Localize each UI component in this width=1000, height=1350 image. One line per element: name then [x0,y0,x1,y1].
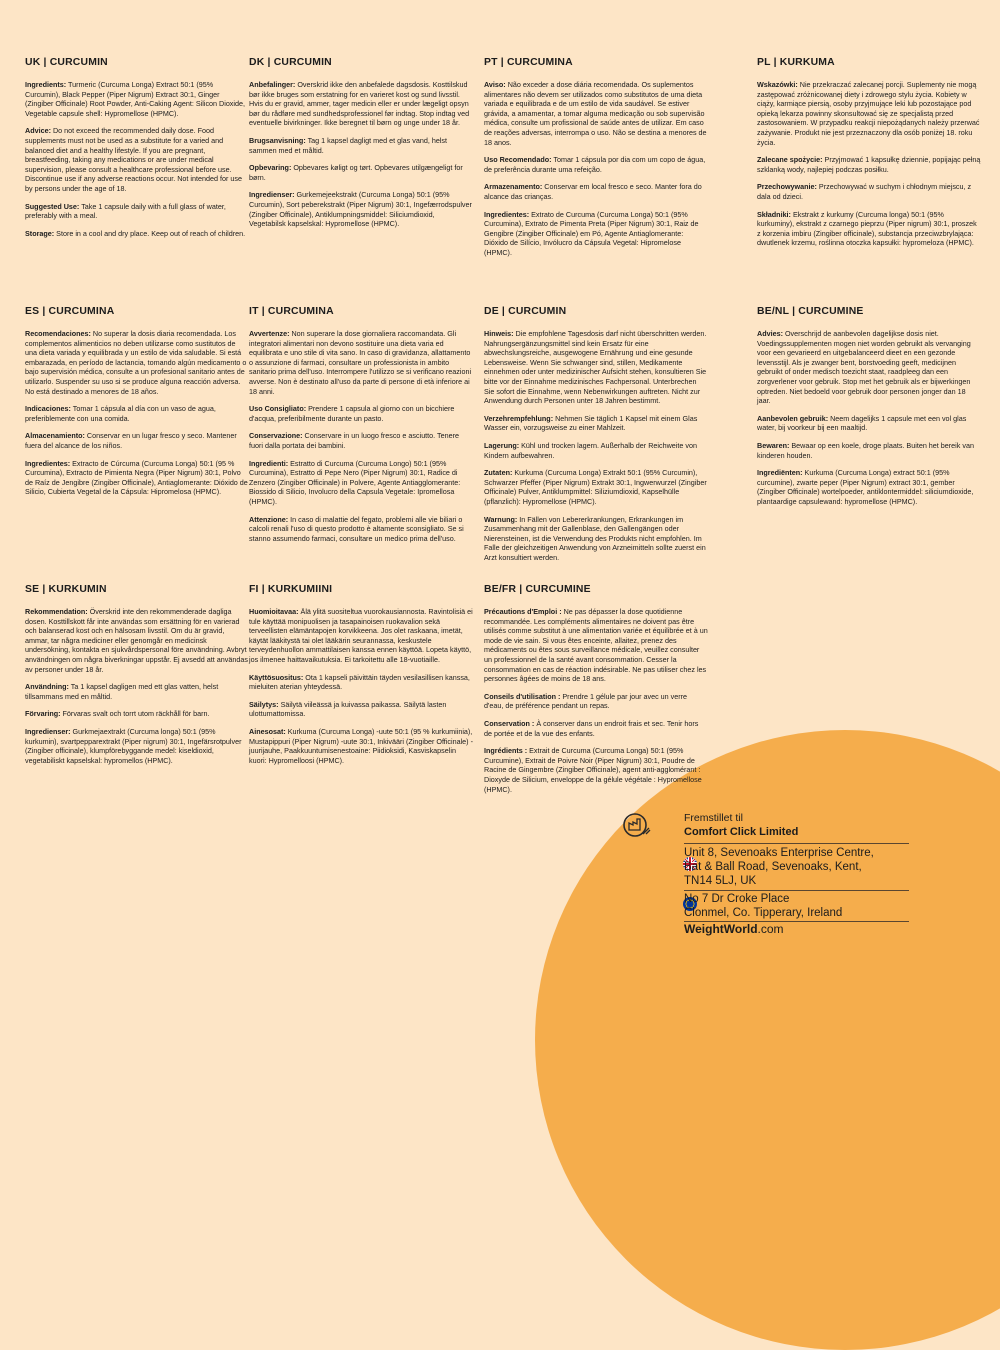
section-paragraph [484,210,708,258]
company-name: Comfort Click Limited [684,826,799,838]
paragraph-text: Store in a cool and dry place. Keep out of reach of children. [54,228,246,238]
paragraph-text: Ta 1 kapsel dagligen med ett glas vatten, helst tillsammans med en måltid. [25,682,219,701]
paragraph-text: Neem dagelijks 1 capsule met een vol glas water, bij voorkeur bij een maaltijd. [757,413,967,433]
dk-section [249,57,473,237]
section-paragraph [757,182,981,201]
paragraph-text: À conserver dans un endroit frais et sec. Tenir hors de portée et de la vue des enfants. [484,718,699,738]
section-paragraph [757,441,981,460]
paragraph-text: Prendre 1 gélule par jour avec un verre d'eau, de préférence pendant un repas. [484,691,688,711]
section-paragraph [484,692,708,711]
paragraph-label: Verzehrempfehlung: [484,413,554,423]
section-paragraph [484,746,708,794]
section-paragraph [249,329,473,396]
ireland-address [684,892,842,920]
pt-section [484,57,708,266]
paragraph-text: Conservare in un luogo fresco e asciutto. Tenere fuori dalla portata dei bambini. [249,431,460,450]
paragraph-label: Advice: [25,126,51,136]
paragraph-label: Ingredientes: [484,209,530,219]
section-title: ES | CURCUMINA [25,306,115,317]
paragraph-label: Säilytys: [249,699,279,709]
section-paragraph [249,80,473,128]
paragraph-label: Ingrediënten: [757,468,803,478]
paragraph-text: Säilytä viileässä ja kuivassa paikassa. Säilytä lasten ulottumattomissa. [249,699,447,719]
paragraph-label: Rekommendation: [25,607,88,616]
divider [684,890,909,891]
section-paragraph [757,155,981,174]
paragraph-label: Składniki: [757,209,791,219]
paragraph-label: Brugsanvisning: [249,135,306,145]
section-paragraph [249,190,473,228]
be-fr-section [484,584,708,802]
paragraph-text: Do not exceed the recommended daily dose. Food supplements must not be used as a substitute for a varied and balanced diet and a healthy lifestyle. If you are pregnant, breastfeeding, taking any medications or are under medical supervision, please consult a healthcare professional before use. Discontinue use if any adverse reactions occur. Not intended for use by persons under the age of 18. [25,126,242,193]
section-paragraph [249,607,473,665]
paragraph-text: Tomar 1 cápsula por dia com um copo de água, de preferência durante uma refeição. [484,155,706,174]
section-paragraph [484,182,708,201]
section-paragraph [25,727,249,765]
section-paragraph [25,404,249,423]
paragraph-label: Conseils d'utilisation : [484,691,561,701]
paragraph-text: Kurkuma (Curcuma Longa) Extrakt 50:1 (95% Curcumin), Schwarzer Pfeffer (Piper Nigrum) Extrakt 30:1, Ingwerwurzel (Zingiber Officinale) Pulver, Antiklumpmittel: Siliziumdioxid, Kapselhülle (pflanzlich): Hypromellose (HPMC). [484,468,707,506]
brand-name: WeightWorld [684,922,758,936]
paragraph-label: Ingredients: [25,80,67,89]
paragraph-text: Kurkuma (Curcuma Longa) extract 50:1 (95% curcumine), zwarte peper (Piper Nigrum) extract 30:1, gember (Zingiber Officinale) wortelpoeder, antiklontermiddel: siliciumdioxide, plantaardige capsulewand: hypromellose (HPMC). [757,468,974,506]
paragraph-label: Aviso: [484,80,506,89]
paragraph-label: Advies: [757,329,783,338]
paragraph-label: Almacenamiento: [25,431,85,441]
uk-address-line-1: Unit 8, Sevenoaks Enterprise Centre, [684,847,874,859]
section-paragraph [249,515,473,544]
divider [684,843,909,844]
section-paragraph [757,329,981,406]
paragraph-text: Overschrijd de aanbevolen dagelijkse dosis niet. Voedingssupplementen mogen niet worden gebruikt als vervanging voor een gevarieerd en uitgebalanceerd dieet en een gezonde levensstijl. Als je zwanger bent, borstvoeding geeft, medicijnen gebruikt of onder medisch toezicht staat, raadpleeg dan een zorgverlener voor gebruik. Stop met het gebruik als er bijwerkingen optreden. Niet bedoeld voor gebruik door personen jonger dan 18 jaar. [757,329,971,406]
be-nl-section [757,306,981,515]
section-paragraph [484,155,708,174]
de-section [484,306,708,570]
paragraph-label: Opbevaring: [249,163,292,173]
paragraph-label: Ingredientes: [25,458,71,468]
paragraph-label: Conservazione: [249,431,303,441]
paragraph-label: Ingredienti: [249,458,289,468]
paragraph-text: Gurkemejeekstrakt (Curcuma Longa) 50:1 (95% Curcumin), Sort peberekstrakt (Piper Nigrum) 30:1, Ingefærrodspulver (Zingiber Officinale), Antiklumpningsmiddel: Siliciumdioxid, Vegetabilsk kapselskal: Hypromellose (HPMC). [249,190,472,229]
paragraph-text: Överskrid inte den rekommenderade dagliga dosen. Kosttillskott får inte användas som ersättning för en varierad och balanserad kost och en hälsosam livsstil. Om du är gravid, ammar, tar några mediciner eller genomgår en medicinsk undersökning, kontakta en sjukvårdspersonal före användning. Avbryt användningen om några biverkningar uppstår. Ej avsedd att användas av personer under 18 år. [25,607,248,674]
se-section [25,584,249,773]
paragraph-label: Zalecane spożycie: [757,155,823,165]
paragraph-text: Opbevares køligt og tørt. Opbevares utilgængeligt for børn. [249,163,463,182]
ireland-address-line-1: No 7 Dr Croke Place [684,893,790,905]
section-title: DE | CURCUMIN [484,306,567,317]
section-title: DK | CURCUMIN [249,57,332,68]
factory-icon [622,812,652,838]
section-paragraph [25,431,249,450]
section-title: IT | CURCUMINA [249,306,334,317]
section-paragraph [484,719,708,738]
section-paragraph [249,136,473,155]
section-paragraph [25,229,249,239]
paragraph-label: Wskazówki: [757,80,798,89]
paragraph-label: Hinweis: [484,329,514,338]
paragraph-label: Ingrédients : [484,746,528,756]
section-paragraph [484,515,708,563]
paragraph-label: Conservation : [484,718,535,728]
section-paragraph [484,441,708,460]
paragraph-text: Take 1 capsule daily with a full glass of water, preferably with a meal. [25,201,226,221]
section-title: BE/NL | CURCUMINE [757,306,864,317]
paragraph-label: Ingredienser: [25,726,71,736]
es-section [25,306,249,505]
section-paragraph [25,202,249,221]
paragraph-text: Ota 1 kapseli päivittäin täyden vesilasillisen kanssa, mieluiten aterian yhteydessä. [249,672,470,692]
paragraph-text: Conservar em local fresco e seco. Manter fora do alcance das crianças. [484,182,702,201]
paragraph-label: Armazenamento: [484,182,543,192]
uk-address-line-3: TN14 5LJ, UK [684,875,757,887]
section-paragraph [484,607,708,684]
paragraph-text: Conservar en un lugar fresco y seco. Mantener fuera del alcance de los niños. [25,431,237,450]
paragraph-text: Nehmen Sie täglich 1 Kapsel mit einem Glas Wasser ein, vorzugsweise zu einer Mahlzeit. [484,413,698,433]
paragraph-text: Extrait de Curcuma (Curcuma Longa) 50:1 (95% Curcumine), Extrait de Poivre Noir (Piper Nigrum) 30:1, Poudre de Racine de Gingembre (Zingiber Officinale), agent anti-agglomérant : Dioxyde de Silicium, enveloppe de la gélule végétale : Hypromellose (HPMC). [484,746,702,794]
section-paragraph [249,431,473,450]
paragraph-text: Tomar 1 cápsula al día con un vaso de agua, preferiblemente con una comida. [25,404,216,423]
brand-website [684,922,784,936]
paragraph-text: Älä ylitä suositeltua vuorokausiannosta. Ravintolisiä ei tule käyttää monipuolisen ja tasapainoisen ruokavalion sekä terveellisten elämäntapojen korvikkeena. Jos olet raskaana, imetät, käytät lääkitystä tai olet lääkärin seurannassa, keskustele terveydenhuollon ammattilaisen kanssa ennen käyttöä. Lopeta käyttö, jos ilmenee haittavaikutuksia. Ei tarkoitettu alle 18-vuotiaille. [249,607,473,664]
paragraph-label: Zutaten: [484,468,513,478]
section-paragraph [25,607,249,674]
paragraph-label: Uso Recomendado: [484,155,552,165]
paragraph-label: Käyttösuositus: [249,672,304,682]
made-for-label: Fremstillet til [684,812,743,824]
section-paragraph [249,727,473,765]
paragraph-label: Suggested Use: [25,201,80,211]
paragraph-text: Gurkmejaextrakt (Curcuma longa) 50:1 (95% kurkumin), svartpepparextrakt (Piper nigrum) 30:1, Ingefärsrotpulver (Zingiber officinale), klumpförebyggande medel: kiseldioxid, vegetabiliskt kapselskal: hypromellos (HPMC). [25,726,242,765]
paragraph-text: No superar la dosis diaria recomendada. Los complementos alimenticios no deben utilizarse como sustitutos de una dieta variada y equilibrada y un estilo de vida saludable. Si está embarazada, en período de lactancia, tomando algún medicamento o bajo supervisión médica, consulte a un profesional sanitario antes de utilizarlo. Suspender su uso si se produce alguna reacción adversa. No está destinado a menores de 18 años. [25,329,247,396]
section-paragraph [249,673,473,692]
paragraph-text: Kühl und trocken lagern. Außerhalb der Reichweite von Kindern aufbewahren. [484,440,697,460]
it-section [249,306,473,551]
paragraph-label: Aanbevolen gebruik: [757,413,829,423]
section-paragraph [25,709,249,719]
section-paragraph [757,80,981,147]
paragraph-text: Estratto di Curcuma (Curcuma Longo) 50:1 (95% Curcumina), Estratto di Pepe Nero (Piper Nigrum) 30:1, Radice di Zenzero (Zingiber Officinale) in Polvere, Agente Antiagglomerante: Biossido di Silicio, Involucro della Capsula Vegetale: Ipromellosa (HPMC). [249,458,461,506]
paragraph-text: Bewaar op een koele, droge plaats. Buiten het bereik van kinderen houden. [757,440,974,460]
section-paragraph [25,459,249,497]
paragraph-text: Não exceder a dose diária recomendada. Os suplementos alimentares não devem ser utilizados como substitutos de uma dieta variada e equilibrada e de um estilo de vida saudável. Se estiver grávida, a amamentar, a tomar alguma medicação ou sob supervisão médica, consulte um profissional de saúde antes de utilizar. Em caso de reações adversas, interrompa o uso. Não se destina a menores de 18 anos. [484,80,707,147]
ireland-address-line-2: Clonmel, Co. Tipperary, Ireland [684,907,843,919]
paragraph-text: Tag 1 kapsel dagligt med et glas vand, helst sammen med et måltid. [249,135,448,155]
paragraph-text: Prendere 1 capsula al giorno con un bicchiere d'acqua, preferibilmente durante un pasto. [249,404,455,423]
paragraph-label: Bewaren: [757,440,790,450]
section-paragraph [757,210,981,248]
paragraph-text: Przechowywać w suchym i chłodnym miejscu, z dala od dzieci. [757,182,972,201]
section-paragraph [25,682,249,701]
paragraph-text: Die empfohlene Tagesdosis darf nicht überschritten werden. Nahrungsergänzungsmittel sind kein Ersatz für eine abwechslungsreiche, ausgewogene Ernährung und eine gesunde Lebensweise. Wenn Sie schwanger sind, stillen, Medikamente einnehmen oder unter medizinischer Aufsicht stehen, konsultieren Sie bitte vor der Einnahme medizinisches Fachpersonal. Unterbrechen Sie sofort die Einnahme, wenn Nebenwirkungen auftreten. Nicht zur Anwendung durch Personen unter 18 Jahren bestimmt. [484,329,707,406]
section-paragraph [757,414,981,433]
paragraph-label: Förvaring: [25,709,61,719]
paragraph-label: Przechowywanie: [757,182,817,192]
paragraph-label: Warnung: [484,514,518,524]
decorative-circle [535,730,1000,1350]
paragraph-label: Ainesosat: [249,726,286,736]
paragraph-text: Turmeric (Curcuma Longa) Extract 50:1 (95% Curcumin), Black Pepper (Piper Nigrum) Extract 30:1, Ginger (Zingiber Officinale) Root Powder, Anti-Caking Agent: Silicon Dioxide, Vegetable capsule shell: Hypromellose (HPMC). [25,80,245,118]
section-paragraph [25,126,249,193]
fi-section [249,584,473,773]
paragraph-label: Recomendaciones: [25,329,91,338]
section-paragraph [249,459,473,507]
paragraph-label: Huomioitavaa: [249,607,299,616]
section-title: UK | CURCUMIN [25,57,108,68]
section-paragraph [484,414,708,433]
paragraph-label: Ingredienser: [249,190,295,200]
section-title: FI | KURKUMIINI [249,584,333,595]
paragraph-text: In Fällen von Lebererkrankungen, Erkrankungen im Zusammenhang mit der Gallenblase, den Gallengängen oder Nierensteinen, ist die Verwendung des Produkts nicht empfohlen. Im Falle der gleichzeitigen Anwendung von Arzneimitteln sollte zuerst ein Arzt konsultiert werden. [484,514,706,562]
section-paragraph [757,468,981,506]
paragraph-text: Nie przekraczać zalecanej porcji. Suplementy nie mogą zastępować zróżnicowanej diety i zdrowego stylu życia. Kobiety w ciąży, karmiące piersią, osoby przyjmujące leki lub pozostające pod opieką lekarza powinny skonsultować się ze specjalistą przed zastosowaniem. W przypadku reakcji niepożądanych należy przerwać zażywanie. Produkt nie jest przeznaczony dla osób poniżej 18. roku życia. [757,80,980,147]
section-paragraph [484,80,708,147]
paragraph-label: Användning: [25,682,69,692]
section-paragraph [25,80,249,118]
paragraph-label: Attenzione: [249,514,289,524]
paragraph-text: Förvaras svalt och torrt utom räckhåll för barn. [60,709,210,719]
paragraph-text: Kurkuma (Curcuma Longa) -uute 50:1 (95 % kurkumiinia), Mustapippuri (Piper Nigrum) -uute 30:1, Inkivääri (Zingiber Officinale) -juurijauhe, Paakkuuntumisenestoaine: Piidioksidi, Kasviskapselin kuori: Hypromelloosi (HPMC). [249,726,473,765]
paragraph-label: Précautions d'Emploi : [484,607,562,616]
section-title: PT | CURCUMINA [484,57,573,68]
paragraph-label: Lagerung: [484,440,520,450]
section-paragraph [249,404,473,423]
uk-address [684,846,874,888]
paragraph-text: Non superare la dose giornaliera raccomandata. Gli integratori alimentari non devono sostituire una dieta varia ed equilibrata e uno stile di vita sano. In caso di gravidanza, allattamento o assunzione di farmaci, consultare un professionista in ambito sanitario prima dell'uso. Interrompere l'utilizzo se si verificano reazioni avverse. Non è destinato all'uso da parte di persone di età inferiore ai 18 anni. [249,329,472,396]
uk-address-line-2: Bat & Ball Road, Sevenoaks, Kent, [684,861,862,873]
paragraph-text: In caso di malattie del fegato, problemi alle vie biliari o calcoli renali l'uso di questo prodotto è altamente sconsigliato. Se si stanno assumendo farmaci, consultare un medico prima dell'uso. [249,514,464,543]
section-title: BE/FR | CURCUMINE [484,584,591,595]
section-paragraph [484,329,708,406]
brand-domain: .com [757,922,784,936]
paragraph-label: Storage: [25,228,55,238]
paragraph-text: Extracto de Cúrcuma (Curcuma Longa) 50:1 (95 % Curcumina), Extracto de Pimienta Negra (Piper Nigrum) 30:1, Polvo de Raíz de Jengibre (Zingiber Officinale), Antiaglomerante: Dióxido de Silicio, Cubierta Vegetal de la Cápsula: Hipromelosa (HPMC). [25,458,248,497]
paragraph-label: Uso Consigliato: [249,404,307,414]
section-title: SE | KURKUMIN [25,584,107,595]
paragraph-label: Anbefalinger: [249,80,296,89]
uk-section [25,57,249,246]
section-paragraph [249,700,473,719]
section-paragraph [249,163,473,182]
paragraph-text: Przyjmować 1 kapsułkę dziennie, popijając pełną szklanką wody, najlepiej podczas posiłku. [757,155,981,174]
section-paragraph [25,329,249,396]
section-paragraph [484,468,708,506]
paragraph-text: Ekstrakt z kurkumy (Curcuma longa) 50:1 (95% kurkuminy), ekstrakt z czarnego pieprzu (Piper nigrum) 30:1, proszek z korzenia imbiru (Zingiber officinale), substancja przeciwzbrylająca: dwutlenek krzemu, roślinna otoczka kapsułki: hypromeloza (HPMC). [757,209,977,248]
section-title: PL | KURKUMA [757,57,835,68]
paragraph-label: Indicaciones: [25,404,71,414]
paragraph-text: Ne pas dépasser la dose quotidienne recommandée. Les compléments alimentaires ne doivent pas être utilisés comme substitut à une alimentation variée et équilibrée et à un mode de vie sain. Si vous êtes enceinte, allaitez, prenez des médicaments ou êtes sous surveillance médicale, veuillez consulter un professionnel de la santé avant consommation. Cesser la consommation en cas de réaction indésirable. Ne pas utiliser chez les personnes âgées de moins de 18 ans. [484,607,708,684]
paragraph-text: Overskrid ikke den anbefalede dagsdosis. Kosttilskud bør ikke bruges som erstatning for en varieret kost og sund livsstil. Hvis du er gravid, ammer, tager medicin eller er under lægeligt opsyn bør du rådføre med sundhedsprofessionel før indtag. Stop indtag ved eventuelle bivirkninger. Ikke beregnet til børn og unge under 18 år. [249,80,470,128]
pl-section [757,57,981,256]
paragraph-text: Extrato de Curcuma (Curcuma Longa) 50:1 (95% Curcumina), Extrato de Pimenta Preta (Piper Nigrum) 30:1, Raiz de Gengibre (Zingiber Officinale) em Pó, Agente Antiaglomerante: Dióxido de Silício, Invólucro da Cápsula Vegetal: Hipromelose (HPMC). [484,209,699,257]
paragraph-label: Avvertenze: [249,329,290,338]
